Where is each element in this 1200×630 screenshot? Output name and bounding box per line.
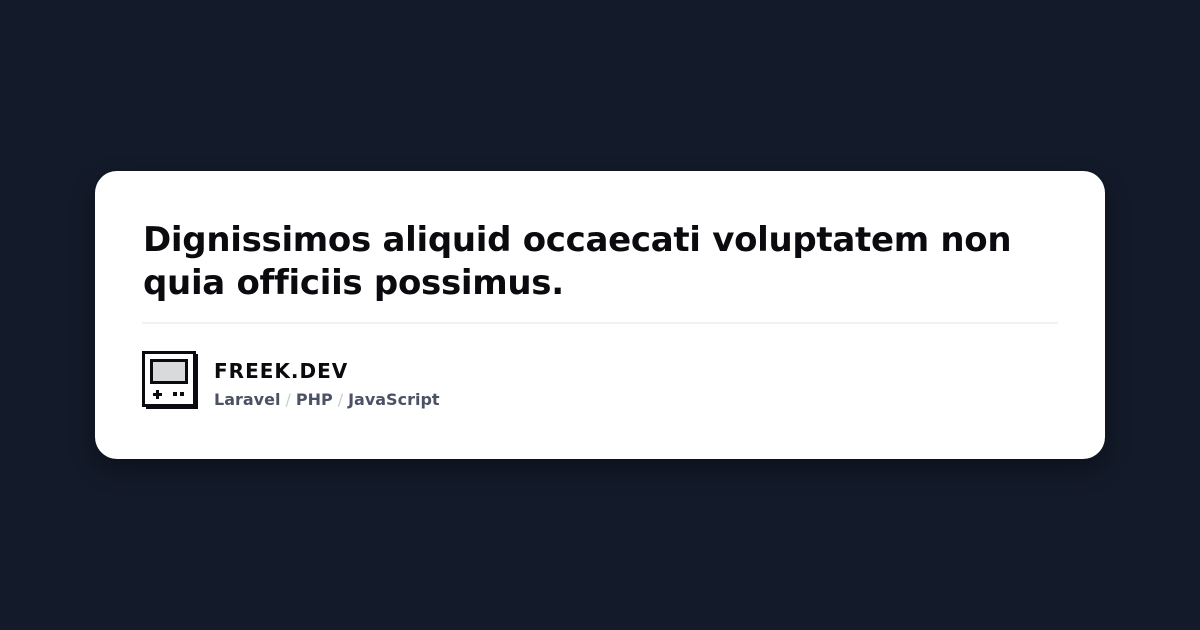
site-name: FREEK.DEV <box>214 359 349 383</box>
og-card <box>95 171 1105 459</box>
post-title: Dignissimos aliquid occaecati voluptatem non quia officiis possimus. <box>143 220 1012 303</box>
tag-separator: / <box>337 390 344 409</box>
retro-computer-icon <box>142 351 200 411</box>
tag-separator: / <box>285 390 291 409</box>
tag-javascript: JavaScript <box>348 390 440 409</box>
tag-php: PHP <box>295 390 333 409</box>
tag-laravel: Laravel <box>214 390 281 409</box>
divider <box>142 322 1058 324</box>
tag-list <box>214 390 440 410</box>
